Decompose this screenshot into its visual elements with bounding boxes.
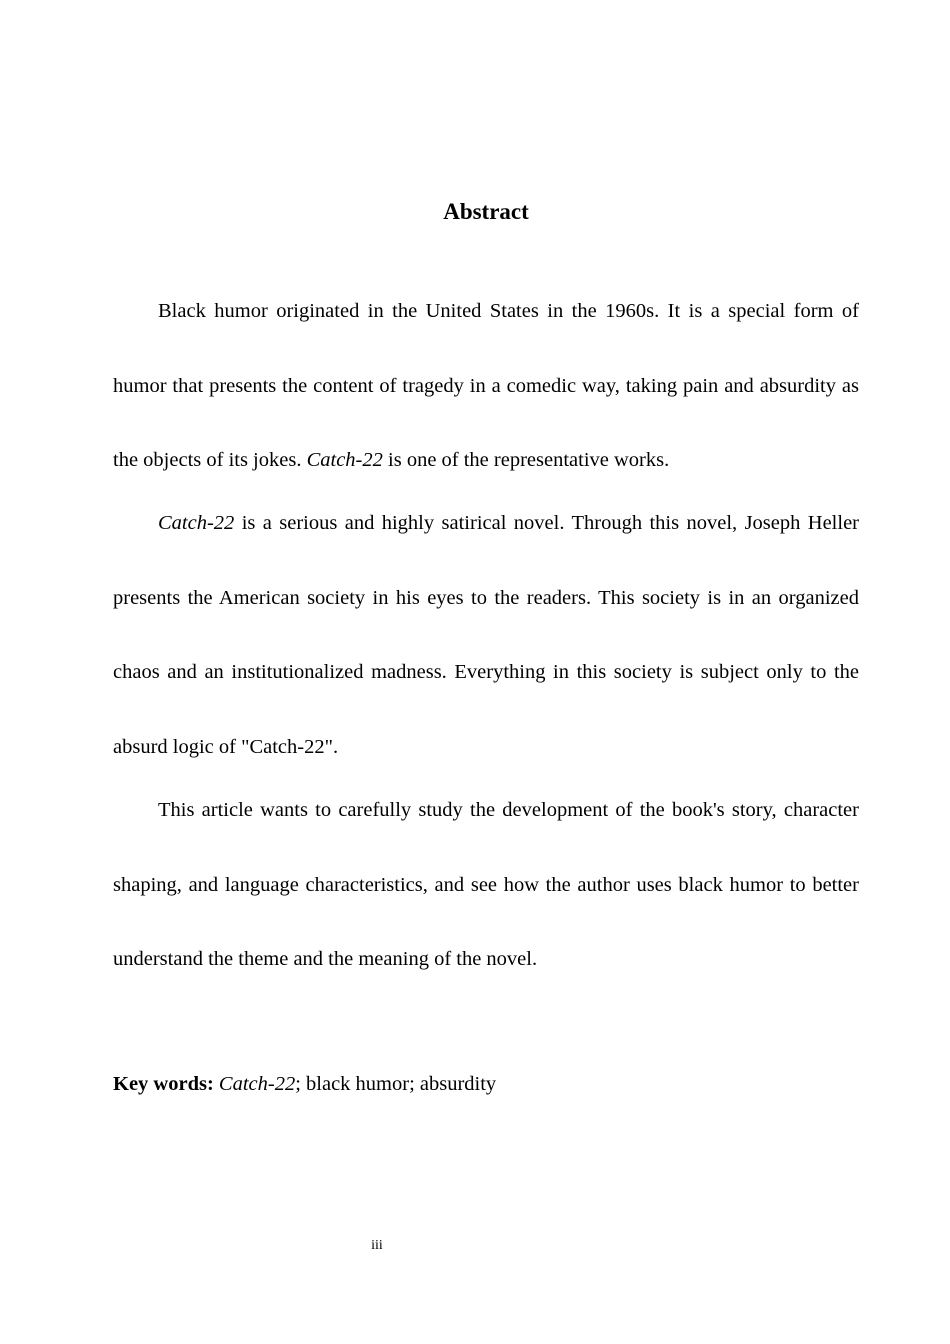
- abstract-paragraph-3: [113, 773, 859, 997]
- book-title-italic: Catch-22: [158, 512, 235, 534]
- page-number: iii: [371, 1238, 383, 1253]
- keywords-rest: ; black humor; absurdity: [295, 1073, 497, 1095]
- paragraph-segment: This article wants to carefully study the development of the book's story, character shaping, and language characteristics, and see how the author uses black humor to better understand the theme and the meaning of the novel.: [113, 799, 859, 971]
- paragraph-segment: is a serious and highly satirical novel. Through this novel, Joseph Heller presents the American society in his eyes to the readers. This society is in an organized chaos and an institutionalized madness. Everything in this society is subject only to the absurd logic of "Catch-22".: [113, 512, 859, 758]
- abstract-paragraph-1: [113, 274, 859, 498]
- paragraph-text: [113, 274, 859, 498]
- paragraph-segment: Black humor originated in the United States in the 1960s. It is a special form of humor that presents the content of tragedy in a comedic way, taking pain and absurdity as the objects of its jokes.: [113, 300, 859, 472]
- paragraph-text: [113, 773, 859, 997]
- abstract-title: Abstract: [443, 199, 529, 224]
- paragraph-text: [113, 486, 859, 784]
- keywords-label: Key words:: [113, 1073, 214, 1095]
- keywords-line: [113, 1070, 496, 1098]
- paragraph-segment: is one of the representative works.: [382, 449, 670, 472]
- book-title-italic: Catch-22: [306, 449, 383, 472]
- keyword-book-title: Catch-22: [218, 1073, 296, 1095]
- abstract-paragraph-2: [113, 486, 859, 784]
